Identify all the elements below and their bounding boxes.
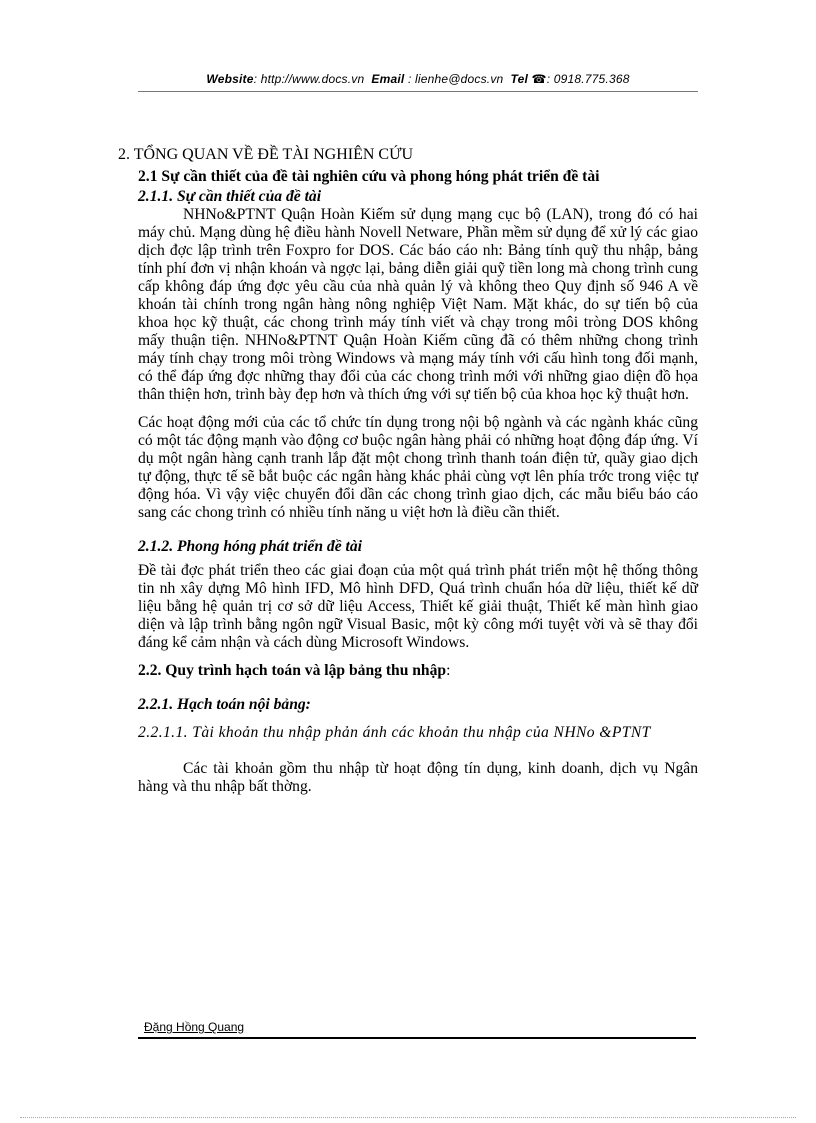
phone-icon: ☎ (531, 72, 547, 86)
footer-author: Đặng Hồng Quang (144, 1020, 245, 1034)
document-body (118, 146, 698, 796)
page-bottom-dotted-line (20, 1117, 796, 1118)
section-2-1-title: 2.1 Sự cần thiết của đề tài nghiên cứu và phong hóng phát triển đề tài (138, 168, 600, 185)
header-divider (138, 91, 698, 92)
email-value[interactable]: : lienhe@docs.vn (407, 72, 504, 86)
page-header (138, 72, 698, 86)
website-value[interactable]: : http://www.docs.vn (253, 72, 365, 86)
section-2-2-1-1-paragraph: Các tài khoản gồm thu nhập từ hoạt động tín dụng, kinh doanh, dịch vụ Ngân hàng và thu nhập bất thờng. (138, 760, 698, 795)
email-label: Email (371, 72, 405, 86)
website-label: Website (206, 72, 254, 86)
footer-divider (138, 1037, 696, 1039)
section-2-2-colon: : (446, 662, 451, 679)
section-2-1-2-title: 2.1.2. Phong hóng phát triển đề tài (138, 538, 362, 555)
tel-value: : 0918.775.368 (546, 72, 630, 86)
tel-label: Tel (510, 72, 528, 86)
section-2-2-1-1-title: 2.2.1.1. Tài khoản thu nhập phản ánh các khoản thu nhập của NHNo &PTNT (138, 724, 651, 741)
section-2-title: 2. TỔNG QUAN VỀ ĐỀ TÀI NGHIÊN CỨU (118, 146, 414, 163)
section-2-2-title: 2.2. Quy trình hạch toán và lập bảng thu nhập (138, 662, 447, 679)
section-2-2-title-row (138, 662, 698, 680)
section-2-1-2-paragraph: Đề tài đợc phát triển theo các giai đoạn của một quá trình phát triển một hệ thống thông tin nh xây dựng Mô hình IFD, Mô hình DFD, Quá trình chuẩn hóa dữ liệu, thiết kế dữ liệu bằng hệ quản trị cơ sở dữ liệu Access, Thiết kế giải thuật, Thiết kế màn hình giao diện và lập trình bằng ngôn ngữ Visual Basic, một kỳ công mới tuyệt vời và sẽ thay đổi đáng kể cảm nhận và cách dùng Microsoft Windows. (138, 562, 698, 651)
section-2-2-1-title: 2.2.1. Hạch toán nội bảng: (138, 696, 311, 713)
section-2-1-1-title: 2.1.1. Sự cần thiết của đề tài (138, 188, 322, 205)
section-2-1-1-paragraph-2: Các hoạt động mới của các tổ chức tín dụng trong nội bộ ngành và các ngành khác cũng có một tác động mạnh vào động cơ buộc ngân hàng phải có những hoạt động đáp ứng. Ví dụ một ngân hàng cạnh tranh lắp đặt một chong trình thanh toán điện tử, quầy giao dịch tự động, thực tế sẽ bắt buộc các ngân hàng khác phải cùng vợt lên phía trớc trong việc tự động hóa. Vì vậy việc chuyển đổi dần các chong trình giao dịch, các mẫu biểu báo cáo sang các chong trình có nhiều tính năng u việt hơn là điều cần thiết. (138, 414, 698, 521)
section-2-1-1-paragraph-1: NHNo&PTNT Quận Hoàn Kiếm sử dụng mạng cục bộ (LAN), trong đó có hai máy chủ. Mạng dùng hệ điều hành Novell Netware, Phần mềm sử dụng để xử lý các giao dịch đợc lập trình trên Foxpro for DOS. Các báo cáo nh: Bảng tính quỹ thu nhập, bảng tính phí đơn vị nhận khoán và ngợc lại, bảng diễn giải quỹ tiền long mà chong trình cung cấp không đáp ứng đợc yêu cầu của nhà quản lý và không theo Quy định số 946 A về khoán tài chính trong ngân hàng nông nghiệp Việt Nam. Mặt khác, do sự tiến bộ của khoa học kỹ thuật, các chong trình máy tính viết và chạy trong môi tròng DOS không mấy thuận tiện. NHNo&PTNT Quận Hoàn Kiếm cũng đã có thêm những chong trình máy tính chạy trong môi tròng Windows và mạng máy tính với cấu hình tong đối mạnh, có thể đáp ứng đợc những thay đổi của các chong trình mới với những giao diện đồ họa thân thiện hơn, trình bày đẹp hơn và thích ứng với sự tiến bộ của khoa học kỹ thuật hơn. (138, 206, 698, 403)
